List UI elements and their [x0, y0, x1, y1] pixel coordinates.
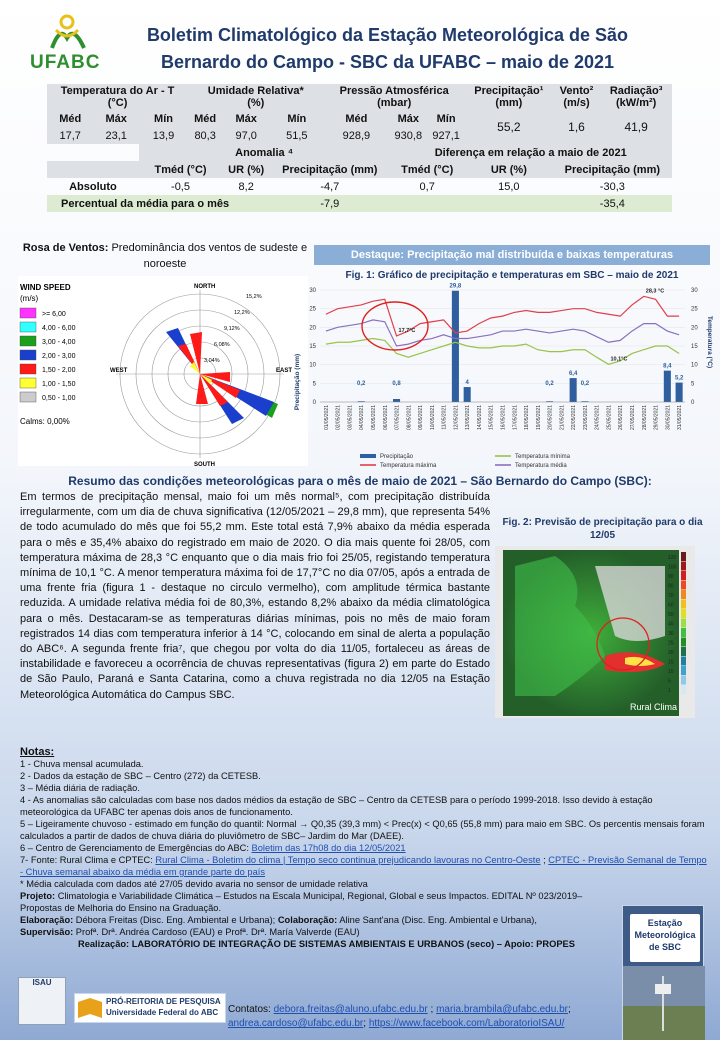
- sub2-cell: UR (%): [490, 163, 527, 176]
- precip-bar: [676, 383, 683, 402]
- legend-label: 4,00 - 6,00: [42, 325, 76, 332]
- legend-label: >= 6,00: [42, 311, 66, 318]
- note-4: 4 - As anomalias são calculadas com base nos dados médios da estação de SBC – Centro da CETESB para o período 1999-2018. Isso devido à estação meteorológica da UFABC ter apenas dois anos de funcionamento.: [20, 795, 653, 817]
- legend-marker: [360, 454, 376, 458]
- title-line-2: Bernardo do Campo - SBC da UFABC – maio de 2021: [160, 52, 615, 72]
- sub2-cell: Tméd (°C): [401, 163, 454, 176]
- annotation-label: 28,3 °C: [645, 288, 665, 295]
- x-tick-label: 03/05/2021: [347, 405, 354, 431]
- abs-cell: 15,0: [498, 180, 520, 193]
- legend-swatch: [20, 336, 36, 346]
- scale-swatch: [681, 552, 686, 561]
- legend-label: 3,00 - 4,00: [42, 339, 76, 346]
- precip-bar: [464, 387, 471, 402]
- x-tick-label: 21/05/2021: [559, 405, 566, 431]
- note-5: 5 – Ligeiramente chuvoso - estimado em função do quantil: Normal → Q0,35 (39,3 mm) < Prec(x) < Q0,65 (55,8 mm) para maio em SBC. Os percentis mensais foram calculados a partir de dados de chuva diária do pluviômetro de SBC– Jardim do Mar (DAEE).: [20, 819, 705, 841]
- scale-label: 100: [668, 564, 677, 571]
- supervision-line: Supervisão: Profª. Drª. Andréa Cardoso (EAU) e Profª. Drª. María Valverde (EAU): [20, 927, 360, 937]
- bar-label: 0,2: [545, 381, 554, 387]
- y-tick-label: 10: [309, 362, 316, 369]
- note-7: 7- Fonte: Rural Clima e CPTEC: Rural Clima - Boletim do clima | Tempo seco continua prejudicando lavouras no Centro-Oeste ; CPTEC - Previsão Semanal de Tempo - Chuva semanal abaixo da média em grande parte do país: [20, 855, 707, 877]
- legend-label: 1,00 - 1,50: [42, 381, 76, 388]
- elaboration-line: Elaboração: Débora Freitas (Disc. Eng. Ambiental e Urbana); Colaboração: Aline Sant'ana (Disc. Eng. Ambiental e Urbana),: [20, 915, 537, 925]
- project-line: Projeto: Climatologia e Variabilidade Climática – Estudos na Escala Municipal, Regional, Global e seus Impactos. EDITAL Nº 023/2019– Propostas de Melhoria do Ensino na Graduação.: [20, 891, 583, 913]
- scale-swatch: [681, 619, 686, 628]
- legend-swatch: [20, 308, 36, 318]
- header-rad: Radiação³ (kW/m²): [609, 85, 663, 109]
- y-axis-label: Precipitação (mm): [294, 353, 301, 411]
- legend-swatch: [20, 392, 36, 402]
- summary-table: [47, 84, 672, 212]
- compass-south: SOUTH: [194, 462, 215, 466]
- bar-label: 0,2: [357, 381, 366, 387]
- sub-cell: Máx: [397, 112, 419, 125]
- x-tick-label: 15/05/2021: [488, 405, 495, 431]
- anomalia-header: Anomalia ⁴: [139, 144, 390, 161]
- diferenca-header: Diferença em relação a maio de 2021: [389, 144, 672, 161]
- legend-unit: (m/s): [20, 294, 39, 303]
- scale-label: 40: [668, 621, 674, 628]
- y2-tick-label: 25: [691, 306, 698, 313]
- title-line-1: Boletim Climatológico da Estação Meteorológica de São: [146, 25, 629, 45]
- rad-value: 41,9: [624, 120, 648, 134]
- x-tick-label: 28/05/2021: [641, 405, 648, 431]
- value-cell: 13,9: [152, 129, 175, 142]
- x-tick-label: 25/05/2021: [606, 405, 613, 431]
- note-7-link-1[interactable]: Rural Clima - Boletim do clima | Tempo seco continua prejudicando lavouras no Centro-Oeste: [155, 855, 541, 865]
- scale-label: 1: [668, 688, 671, 694]
- x-tick-label: 14/05/2021: [476, 405, 483, 431]
- header-wind: Vento² (m/s): [559, 85, 594, 109]
- legend-swatch: [20, 322, 36, 332]
- note-6: 6 – Centro de Gerenciamento de Emergências do ABC: Boletim das 17h08 do dia 12/05/2021: [20, 843, 406, 853]
- legend-swatch: [20, 378, 36, 388]
- scale-swatch: [681, 600, 686, 609]
- precip-bar: [452, 291, 459, 402]
- realization-line: Realização: LABORATÓRIO DE INTEGRAÇÃO DE SISTEMAS AMBIENTAIS E URBANOS (seco) – Apoio: PROPES: [78, 939, 575, 949]
- x-tick-label: 12/05/2021: [453, 405, 460, 431]
- notes-section: [20, 746, 710, 950]
- station-label: Estação Meteorológica de SBC: [630, 914, 700, 962]
- ring-label: 9,12%: [224, 326, 240, 332]
- x-tick-label: 29/05/2021: [653, 405, 660, 431]
- x-tick-label: 24/05/2021: [594, 405, 601, 431]
- x-tick-label: 16/05/2021: [500, 405, 507, 431]
- sub2-cell: Precipitação (mm): [564, 163, 661, 176]
- x-tick-label: 30/05/2021: [665, 405, 672, 431]
- x-tick-label: 17/05/2021: [512, 405, 519, 431]
- y-tick-label: 25: [309, 306, 316, 313]
- calms-label: Calms: 0,00%: [20, 417, 70, 426]
- sub-cell: Méd: [194, 112, 217, 125]
- annotation-label: 17,7°C: [398, 327, 416, 334]
- x-tick-label: 11/05/2021: [441, 405, 448, 430]
- legend-label: 2,00 - 3,00: [42, 353, 76, 360]
- pct-cell: -35,4: [599, 197, 625, 210]
- x-tick-label: 31/05/2021: [677, 405, 684, 431]
- precip-bar: [570, 378, 577, 402]
- x-tick-label: 10/05/2021: [429, 405, 436, 431]
- ring-label: 3,04%: [204, 358, 220, 364]
- series-line: [326, 320, 679, 346]
- value-cell: 80,3: [194, 129, 216, 142]
- wind-rose: [18, 276, 308, 466]
- ring-label: 6,08%: [214, 342, 230, 348]
- scale-swatch: [681, 562, 686, 571]
- bar-label: 0,8: [392, 381, 401, 387]
- x-tick-label: 26/05/2021: [618, 405, 625, 431]
- precip-bar: [393, 399, 400, 402]
- scale-label: 50: [668, 612, 674, 618]
- sub-cell: Méd: [345, 112, 368, 125]
- isau-logo: ISAU: [18, 977, 66, 1025]
- note-1: 1 - Chuva mensal acumulada.: [20, 759, 144, 769]
- value-cell: 928,9: [342, 129, 371, 142]
- note-6-link[interactable]: Boletim das 17h08 do dia 12/05/2021: [251, 843, 406, 853]
- scale-label: 80: [668, 583, 674, 590]
- value-cell: 51,5: [286, 129, 308, 142]
- email-link-3[interactable]: andrea.cardoso@ufabc.edu.br: [228, 1018, 364, 1029]
- scale-label: 120: [668, 555, 677, 561]
- legend-title: WIND SPEED: [20, 283, 71, 292]
- value-cell: 97,0: [235, 129, 257, 142]
- scale-swatch: [681, 590, 686, 599]
- sub2-cell: UR (%): [228, 163, 265, 176]
- x-tick-label: 09/05/2021: [418, 405, 425, 431]
- x-tick-label: 07/05/2021: [394, 405, 401, 431]
- y2-tick-label: 20: [691, 325, 698, 332]
- fig1-title: Fig. 1: Gráfico de precipitação e temperaturas em SBC – maio de 2021: [345, 270, 679, 281]
- abs-cell: -30,3: [599, 180, 625, 193]
- propes-text: PRÓ-REITORIA DE PESQUISA Universidade Federal do ABC: [106, 997, 221, 1017]
- x-tick-label: 08/05/2021: [406, 405, 413, 431]
- note-3: 3 – Média diária de radiação.: [20, 783, 140, 793]
- fig2-title: Fig. 2: Previsão de precipitação para o dia 12/05: [502, 517, 703, 541]
- sub-cell: Méd: [59, 112, 82, 125]
- value-cell: 23,1: [105, 129, 127, 142]
- x-tick-label: 01/05/2021: [323, 405, 330, 431]
- summary-title: Resumo das condições meteorológicas para o mês de maio de 2021 – São Bernardo do Campo (SBC):: [68, 474, 652, 488]
- summary-text: Em termos de precipitação mensal, maio foi um mês normal⁵, com precipitação distribuída irregularmente, com um dia de chuva significativa (12/05/2021 – 29,8 mm), que representa 54% de todo acumulado do mês que foi 55,2 mm. Este total está 7,9% abaixo da média esperada para o mês e 35,4% abaixo do registrado em maio de 2020. O dia mais quente foi 28/05, com temperatura máxima de 28,3 °C enquanto que o dia mais frio foi 25/05, registando temperatura mínima de 10,1 °C. A menor temperatura máxima foi de 17,7°C no dia 07/05, após a entrada de uma frente fria (figura 1 - destaque no circulo vermelho), com amplitude térmica bastante reduzida. A umidade relativa média foi de 80,3%, estando 8,2% abaixo da média climatológica para o mês. Destacaram-se as temperaturas diárias mínimas, pois no mês de maio foram registrados 14 dias com temperatura inferior à 14 °C, colocando em sinal de alerta a população do ABC⁶. A segunda frente fria⁷, que chegou por volta do dia 11/05, fortaleceu as áreas de instabilidade e favoreceu a ocorrência de chuvas representativas (figura 2) em parte do Estado de São Paulo, Paraná e Santa Catarina, como a chuva registrada no dia 12/05 na Estação Meteorológica Automática do Campus SBC.: [20, 491, 490, 701]
- x-tick-label: 04/05/2021: [359, 405, 366, 431]
- y2-tick-label: 15: [691, 344, 698, 350]
- scale-swatch: [681, 581, 686, 590]
- pct-cell: -7,9: [320, 197, 340, 210]
- x-tick-label: 18/05/2021: [524, 405, 531, 431]
- chart-legend-label: Temperatura média: [515, 463, 567, 469]
- sub2-cell: Tméd (°C): [154, 163, 207, 176]
- chart-legend-label: Temperatura mínima: [515, 454, 571, 460]
- abs-cell: 0,7: [419, 180, 435, 193]
- y-tick-label: 0: [312, 400, 316, 406]
- scale-swatch: [681, 676, 686, 685]
- scale-swatch: [681, 657, 686, 666]
- note-8: * Média calculada com dados até 27/05 devido avaria no sensor de umidade relativa: [20, 879, 368, 889]
- y2-tick-label: 5: [691, 381, 695, 388]
- bar-label: 5,2: [674, 375, 684, 382]
- sub-cell: Máx: [105, 112, 127, 125]
- notes-heading: Notas:: [20, 746, 55, 758]
- scale-label: 15: [668, 659, 674, 666]
- bar-label: 4: [465, 380, 469, 387]
- x-tick-label: 05/05/2021: [370, 405, 377, 431]
- value-cell: 17,7: [59, 129, 81, 142]
- header-temp: Temperatura do Ar - T (°C): [60, 85, 175, 109]
- y-tick-label: 5: [312, 381, 316, 388]
- abs-cell: -0,5: [171, 180, 190, 193]
- compass-east: EAST: [276, 368, 293, 374]
- scale-swatch: [681, 571, 686, 580]
- y2-tick-label: 0: [691, 400, 695, 406]
- chart-legend-label: Precipitação: [380, 454, 414, 460]
- scale-label: 25: [668, 640, 674, 647]
- series-line: [326, 296, 679, 336]
- value-cell: 930,8: [394, 129, 423, 142]
- bar-label: 29,8: [449, 283, 462, 290]
- bar-label: 8,4: [663, 363, 672, 370]
- sub-cell: Mín: [436, 112, 456, 125]
- scale-swatch: [681, 638, 686, 647]
- abs-cell: 8,2: [238, 180, 254, 193]
- header-ur: Umidade Relativa* (%): [207, 85, 304, 109]
- scale-label: 90: [668, 574, 674, 580]
- row-percentual-label: Percentual da média para o mês: [61, 197, 230, 210]
- legend-label: 0,50 - 1,00: [42, 395, 76, 402]
- watermark: Rural Clima: [630, 702, 678, 712]
- scale-label: 10: [668, 669, 674, 675]
- contacts-line: Contatos: debora.freitas@aluno.ufabc.edu.br ; maria.brambila@ufabc.edu.br; andrea.cardoso@ufabc.edu.br; https://www.facebook.com/LaboratorioISAU/: [228, 1004, 571, 1029]
- book-icon: [75, 994, 105, 1022]
- y2-axis-label: Temperatura (°C): [706, 315, 713, 369]
- page-title: [125, 22, 650, 76]
- chart-legend-label: Temperatura máxima: [380, 463, 437, 469]
- scale-label: 70: [668, 593, 674, 599]
- wind-rose-title: Rosa de Ventos: Predominância dos ventos de sudeste e noroeste: [22, 242, 308, 270]
- bar-label: 6,4: [568, 371, 578, 378]
- facebook-link[interactable]: https://www.facebook.com/LaboratorioISAU/: [368, 1018, 565, 1029]
- scale-swatch: [681, 647, 686, 656]
- prec-value: 55,2: [497, 120, 521, 134]
- y2-tick-label: 10: [691, 362, 698, 369]
- scale-swatch: [681, 628, 686, 637]
- scale-label: 5: [668, 678, 671, 685]
- y-tick-label: 30: [309, 288, 316, 294]
- wind-value: 1,6: [568, 120, 585, 134]
- x-tick-label: 02/05/2021: [335, 405, 342, 431]
- scale-swatch: [681, 609, 686, 618]
- email-link-1[interactable]: debora.freitas@aluno.ufabc.edu.br: [273, 1004, 428, 1015]
- highlight-banner: Destaque: Precipitação mal distribuída e baixas temperaturas: [314, 245, 710, 265]
- bar-label: 0,2: [580, 381, 590, 387]
- legend-swatch: [20, 350, 36, 360]
- y2-tick-label: 30: [691, 288, 698, 294]
- x-tick-label: 22/05/2021: [571, 405, 578, 431]
- value-cell: 927,1: [432, 129, 460, 142]
- legend-label: 1,50 - 2,00: [42, 367, 76, 374]
- header-prec: Precipitação¹ (mm): [474, 85, 544, 109]
- sub-cell: Mín: [287, 112, 307, 125]
- legend-swatch: [20, 364, 36, 374]
- precipitation-forecast-map: [495, 546, 695, 718]
- logo-text: UFABC: [30, 52, 101, 73]
- y-tick-label: 15: [309, 344, 316, 350]
- scale-label: 20: [668, 650, 674, 656]
- x-tick-label: 19/05/2021: [535, 405, 542, 431]
- ring-label: 15,2%: [246, 294, 262, 300]
- ring-label: 12,2%: [234, 310, 250, 316]
- note-7-link-2[interactable]: CPTEC - Previsão Semanal de Tempo - Chuva semanal abaixo da média em grande parte do país: [20, 855, 707, 877]
- x-tick-label: 20/05/2021: [547, 405, 554, 431]
- scale-swatch: [681, 666, 686, 675]
- email-link-2[interactable]: maria.brambila@ufabc.edu.br: [436, 1004, 568, 1015]
- scale-swatch: [681, 685, 686, 694]
- scale-label: 60: [668, 602, 674, 609]
- scale-label: 30: [668, 631, 674, 637]
- y-tick-label: 20: [309, 325, 316, 332]
- x-tick-label: 06/05/2021: [382, 405, 389, 431]
- annotation-label: 10,1°C: [610, 356, 628, 363]
- sub-cell: Mín: [154, 112, 173, 125]
- x-tick-label: 23/05/2021: [582, 405, 589, 431]
- sub-cell: Máx: [235, 112, 257, 125]
- precipitation-temperature-chart: [290, 282, 715, 472]
- compass-north: NORTH: [194, 284, 216, 290]
- row-absoluto-label: Absoluto: [69, 180, 117, 193]
- x-tick-label: 27/05/2021: [630, 405, 637, 431]
- header-pressure: Pressão Atmosférica (mbar): [339, 85, 449, 109]
- abs-cell: -4,7: [320, 180, 340, 193]
- x-tick-label: 13/05/2021: [465, 405, 472, 431]
- sub2-cell: Precipitação (mm): [282, 163, 378, 176]
- precip-bar: [664, 371, 671, 402]
- note-2: 2 - Dados da estação de SBC – Centro (272) da CETESB.: [20, 771, 261, 781]
- compass-west: WEST: [110, 368, 128, 374]
